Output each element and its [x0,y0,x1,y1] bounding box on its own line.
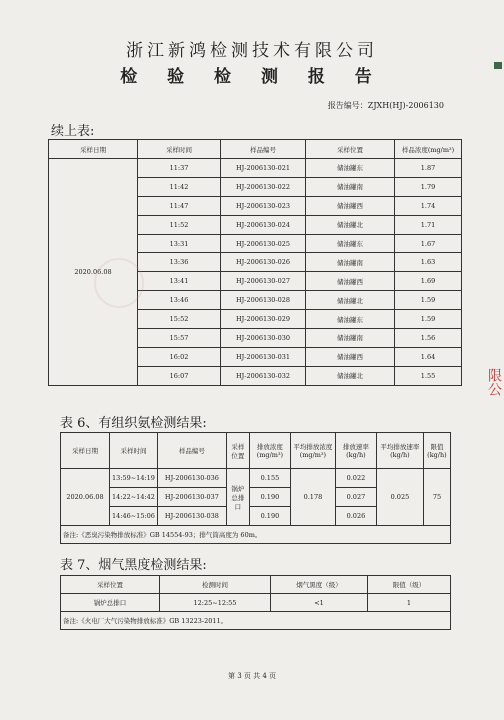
cell: 0.155 [249,469,290,488]
cell: 16:07 [138,366,221,385]
cell: 15:57 [138,329,221,348]
cell: 13:46 [138,291,221,310]
cell: HJ-2006130-022 [221,177,306,196]
cell: HJ-2006130-031 [221,347,306,366]
cell: 储油罐西 [306,347,395,366]
cell: 14:46~15:06 [110,507,158,526]
cell: 15:52 [138,310,221,329]
cell: 1.74 [395,196,462,215]
continued-label: 续上表: [51,124,95,139]
cell: HJ-2006130-038 [157,507,226,526]
cell: 16:02 [138,347,221,366]
table-row [61,469,451,488]
header-cell: 烟气黑度（级） [271,576,368,594]
table7-note: 备注:《火电厂大气污染物排放标准》GB 13223-2011。 [61,612,451,630]
cell: 11:37 [138,159,221,178]
cell: 储油罐西 [306,272,395,291]
cell: 储油罐东 [306,310,395,329]
cell: 1.59 [395,310,462,329]
cell: 储油罐北 [306,291,395,310]
cell: 1.63 [395,253,462,272]
avg-concentration: 0.178 [290,469,335,526]
cell: 0.027 [335,488,376,507]
header-cell: 采样位置 [306,140,395,159]
header-cell: 排放速率(kg/h) [335,433,376,469]
cell: 1.67 [395,234,462,253]
avg-rate: 0.025 [376,469,423,526]
cell: 13:36 [138,253,221,272]
sample-location: 锅炉总排口 [226,469,249,526]
table-header-row [61,576,451,594]
cell: 储油罐南 [306,329,395,348]
table-header-row [61,433,451,469]
header-cell: 平均排放速率(kg/h) [376,433,423,469]
cell: 11:52 [138,215,221,234]
cell: 1 [368,594,451,612]
cell: 13:41 [138,272,221,291]
cell: 储油罐南 [306,177,395,196]
page-footer: 第 3 页 共 4 页 [227,672,277,680]
report-number: 报告编号：ZJXH(HJ)-2006130 [327,101,444,110]
cell: 储油罐北 [306,366,395,385]
cell: 1.79 [395,177,462,196]
cell: 11:47 [138,196,221,215]
limit-value: 75 [423,469,450,526]
cell: HJ-2006130-030 [221,329,306,348]
table-row [61,594,451,612]
table-header-row [49,140,462,159]
header-cell: 样品编号 [221,140,306,159]
cell: 储油罐北 [306,215,395,234]
cell: 11:42 [138,177,221,196]
cell: HJ-2006130-037 [157,488,226,507]
header-cell: 样品浓度(mg/m³) [395,140,462,159]
header-cell: 限值（级） [368,576,451,594]
cell: 储油罐东 [306,234,395,253]
table6-note: 备注:《恶臭污染物排放标准》GB 14554-93；排气筒高度为 60m。 [61,526,451,544]
table-row [49,159,462,178]
cell: 1.71 [395,215,462,234]
cell: HJ-2006130-024 [221,215,306,234]
faint-stamp-mark [94,258,144,308]
header-cell: 排放浓度(mg/m³) [249,433,290,469]
red-seal-fragment: 限公 [486,368,502,396]
table6-title: 表 6、有组织氨检测结果: [60,416,207,431]
header-cell: 采样时间 [138,140,221,159]
table-note-row [61,526,451,544]
cell: 1.64 [395,347,462,366]
header-cell: 采样时间 [110,433,158,469]
cell: 1.56 [395,329,462,348]
cell: 12:25~12:55 [160,594,271,612]
header-cell: 限值(kg/h) [423,433,450,469]
table-smoke-blackness [60,575,451,630]
cell: HJ-2006130-025 [221,234,306,253]
cell: 14:22~14:42 [110,488,158,507]
cell: 13:31 [138,234,221,253]
cell: HJ-2006130-021 [221,159,306,178]
cell: 储油罐东 [306,159,395,178]
cell: 0.026 [335,507,376,526]
cell: HJ-2006130-036 [157,469,226,488]
cell: <1 [271,594,368,612]
cell: 储油罐南 [306,253,395,272]
cell: 13:59~14:19 [110,469,158,488]
header-cell: 检测时间 [160,576,271,594]
cell: 1.87 [395,159,462,178]
cell: 0.190 [249,488,290,507]
sample-date: 2020.06.08 [49,159,138,386]
cell: 1.69 [395,272,462,291]
table-ammonia-organized [60,432,451,544]
cell: 1.55 [395,366,462,385]
table-note-row [61,612,451,630]
page-tab-marker [494,62,502,69]
cell: HJ-2006130-032 [221,366,306,385]
cell: 1.59 [395,291,462,310]
header-cell: 采样日期 [61,433,110,469]
cell: HJ-2006130-028 [221,291,306,310]
sample-date: 2020.06.08 [61,469,110,526]
cell: HJ-2006130-023 [221,196,306,215]
cell: 锅炉总排口 [61,594,160,612]
cell: 0.190 [249,507,290,526]
header-cell: 采样日期 [49,140,138,159]
header-cell: 采样位置 [61,576,160,594]
company-name: 浙江新鸿检测技术有限公司 [126,41,378,61]
header-cell: 采样位置 [226,433,249,469]
header-cell: 样品编号 [157,433,226,469]
report-title: 检 验 检 测 报 告 [120,67,384,87]
cell: 0.022 [335,469,376,488]
table7-title: 表 7、烟气黑度检测结果: [60,558,207,573]
cell: 储油罐西 [306,196,395,215]
cell: HJ-2006130-027 [221,272,306,291]
cell: HJ-2006130-029 [221,310,306,329]
header-cell: 平均排放浓度(mg/m³) [290,433,335,469]
cell: HJ-2006130-026 [221,253,306,272]
